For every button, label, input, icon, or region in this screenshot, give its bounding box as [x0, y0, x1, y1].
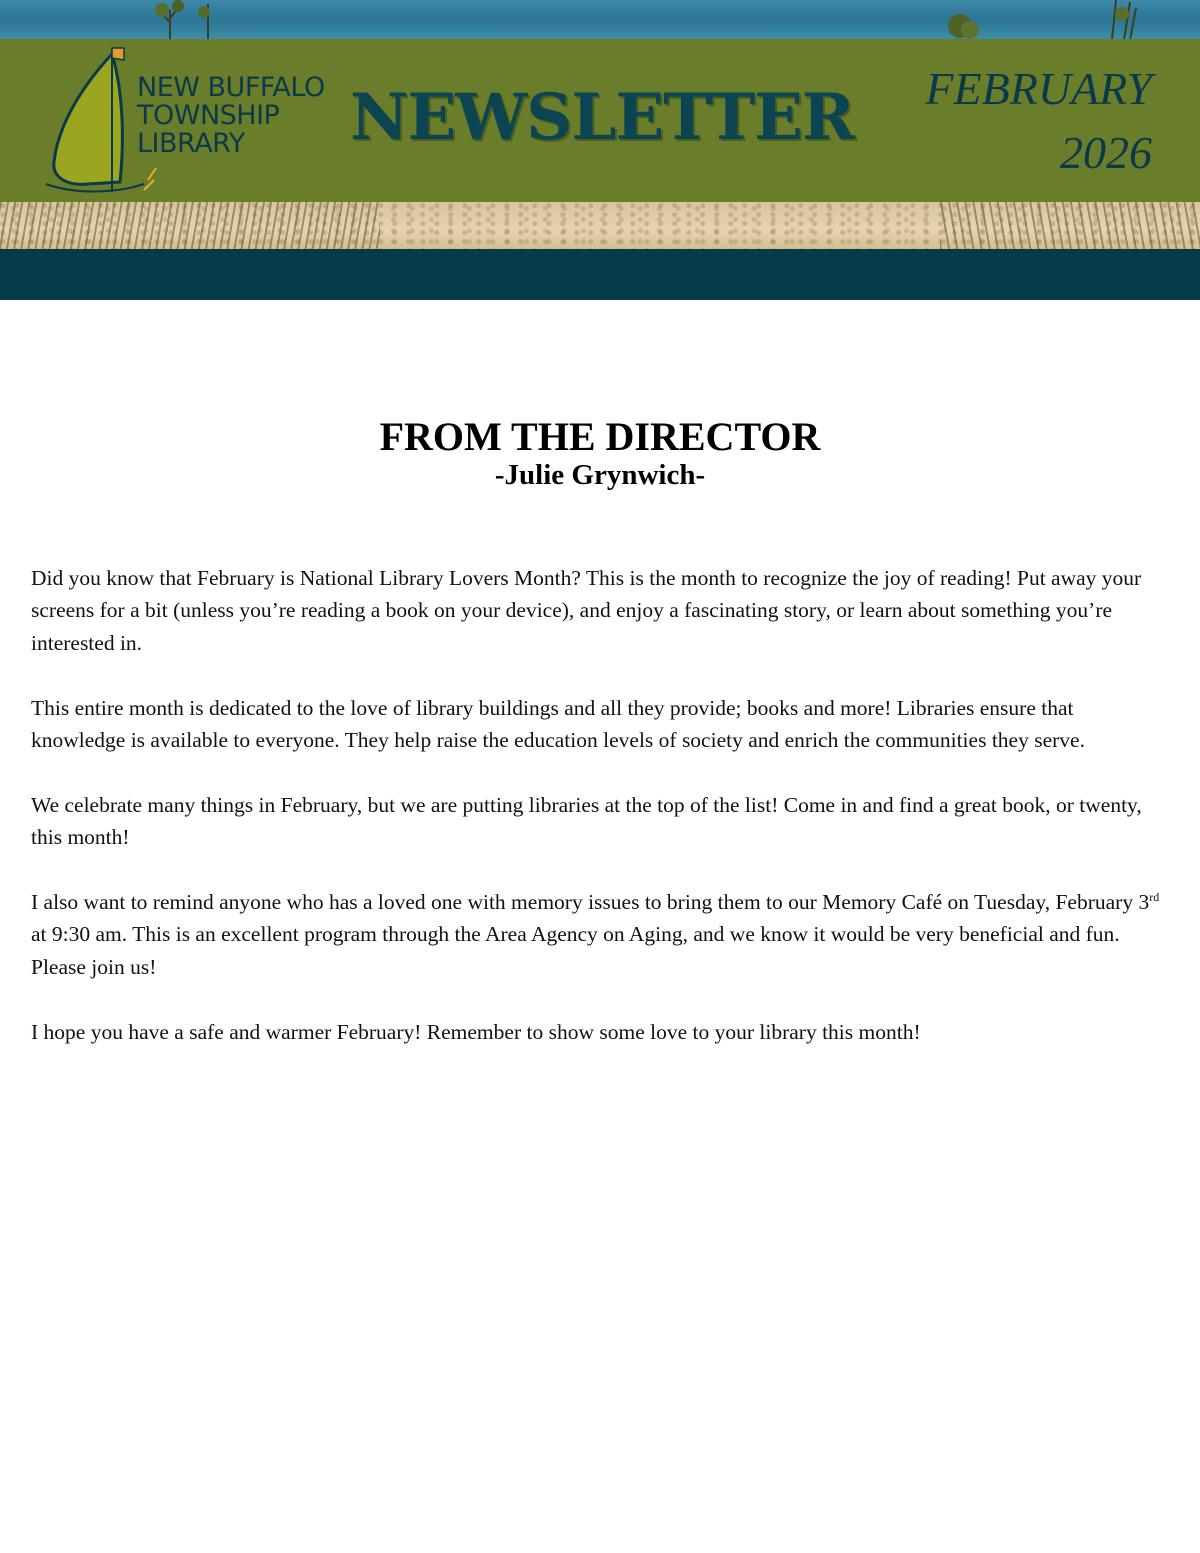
issue-year: 2026 — [1060, 127, 1152, 178]
teal-divider-bar — [0, 249, 1200, 300]
issue-month: FEBRUARY — [925, 63, 1152, 114]
paragraph-4 — [31, 886, 1171, 983]
paragraph-4-part-b: at 9:30 am. This is an excellent program through the Area Agency on Aging, and we know it would be very beneficial and fun. Please join us! — [31, 922, 1120, 979]
tree-icon — [940, 0, 980, 40]
logo-line-2: TOWNSHIP — [137, 100, 280, 131]
paragraph-5: I hope you have a safe and warmer February! Remember to show some love to your library this month! — [31, 1019, 921, 1044]
dune-photo-strip — [0, 202, 1200, 249]
dune-grass-right — [940, 202, 1200, 249]
ordinal-suffix: rd — [1149, 890, 1160, 905]
library-logo[interactable] — [44, 44, 334, 198]
header-banner — [0, 0, 1200, 300]
paragraph-4-part-a: I also want to remind anyone who has a loved one with memory issues to bring them to our Memory Café on Tuesday, February 3 — [31, 890, 1150, 915]
paragraph-1: Did you know that February is National Library Lovers Month? This is the month to recognize the joy of reading! Put away your screens for a bit (unless you’re reading a book on your device), and enjoy a fascinating story, or learn about something you’re interested in. — [31, 566, 1142, 655]
article-author: -Julie Grynwich- — [494, 459, 706, 491]
paragraph-3: We celebrate many things in February, but we are putting libraries at the top of the list! Come in and find a great book, or twenty, this month! — [31, 792, 1142, 850]
tree-icon — [1100, 0, 1140, 40]
logo-wordmark — [137, 74, 325, 158]
paragraph-2: This entire month is dedicated to the love of library buildings and all they provide; books and more! Libraries ensure that knowledge is available to everyone. They help raise the education levels of society and enrich the communities they serve. — [31, 695, 1085, 753]
logo-line-1: NEW BUFFALO — [137, 72, 325, 103]
tree-icon — [190, 0, 230, 40]
lake-photo-strip — [0, 0, 1200, 40]
tree-icon — [150, 0, 190, 40]
newsletter-title: NEWSLETTER — [350, 80, 855, 155]
article-title: FROM THE DIRECTOR — [379, 414, 821, 459]
article-body — [31, 562, 1171, 1080]
dune-grass-left — [0, 202, 380, 249]
logo-line-3: LIBRARY — [137, 128, 245, 159]
